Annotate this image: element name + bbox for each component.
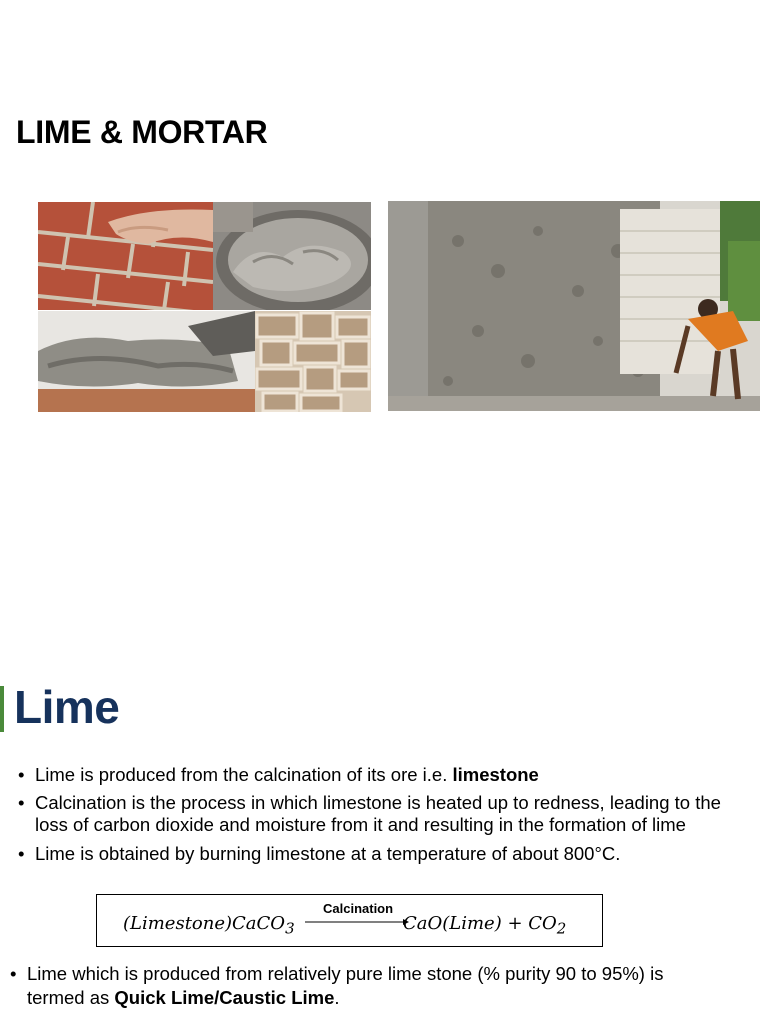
bullet-glyph: • (10, 963, 17, 984)
bullet-end-text: . (334, 987, 340, 1009)
mortar-trowel-photo (38, 311, 255, 412)
reactant-subscript: 3 (285, 919, 295, 938)
equation-reactant (123, 913, 295, 938)
bullet-text: Lime is produced from the calcination of its ore i.e. (35, 764, 453, 785)
bricklaying-photo (38, 202, 213, 310)
stone-wall-photo (255, 311, 371, 412)
reactant-text: (Limestone)CaCO (123, 913, 286, 934)
bullet-glyph: • (18, 792, 25, 814)
products-subscript: 2 (556, 919, 567, 938)
bullet-item (10, 962, 710, 1010)
bullet-glyph: • (18, 764, 25, 785)
arrow-label: Calcination (323, 901, 394, 916)
bullet-text: Lime is obtained by burning limestone at a temperature of about 800°C. (35, 842, 621, 864)
equation-products (403, 913, 566, 938)
reaction-arrow-icon (305, 917, 409, 927)
bullet-item (18, 764, 738, 786)
calcination-equation-box (96, 894, 603, 947)
bullet-item (18, 792, 738, 836)
slide-title: LIME & MORTAR (16, 114, 268, 150)
title-accent-bar (0, 686, 4, 732)
bullet-bold-text: Quick Lime/Caustic Lime (114, 987, 335, 1009)
wall-plastering-photo (388, 201, 760, 411)
products-text: CaO(Lime) + CO (403, 913, 557, 934)
bullet-item (18, 843, 738, 865)
section-title: Lime (14, 681, 120, 733)
mortar-bowl-photo (213, 202, 371, 310)
bullet-list (18, 764, 738, 871)
bullet-text: Lime which is produced from relatively pure lime stone (% purity 90 to 95%) is termed as (27, 963, 664, 1009)
bullet-glyph: • (18, 842, 25, 864)
bullet-bold-text: limestone (452, 764, 539, 785)
bullet-text: Calcination is the process in which limestone is heated up to redness, leading to the loss of carbon dioxide and moisture from it and resulting in the formation of lime (35, 792, 721, 836)
